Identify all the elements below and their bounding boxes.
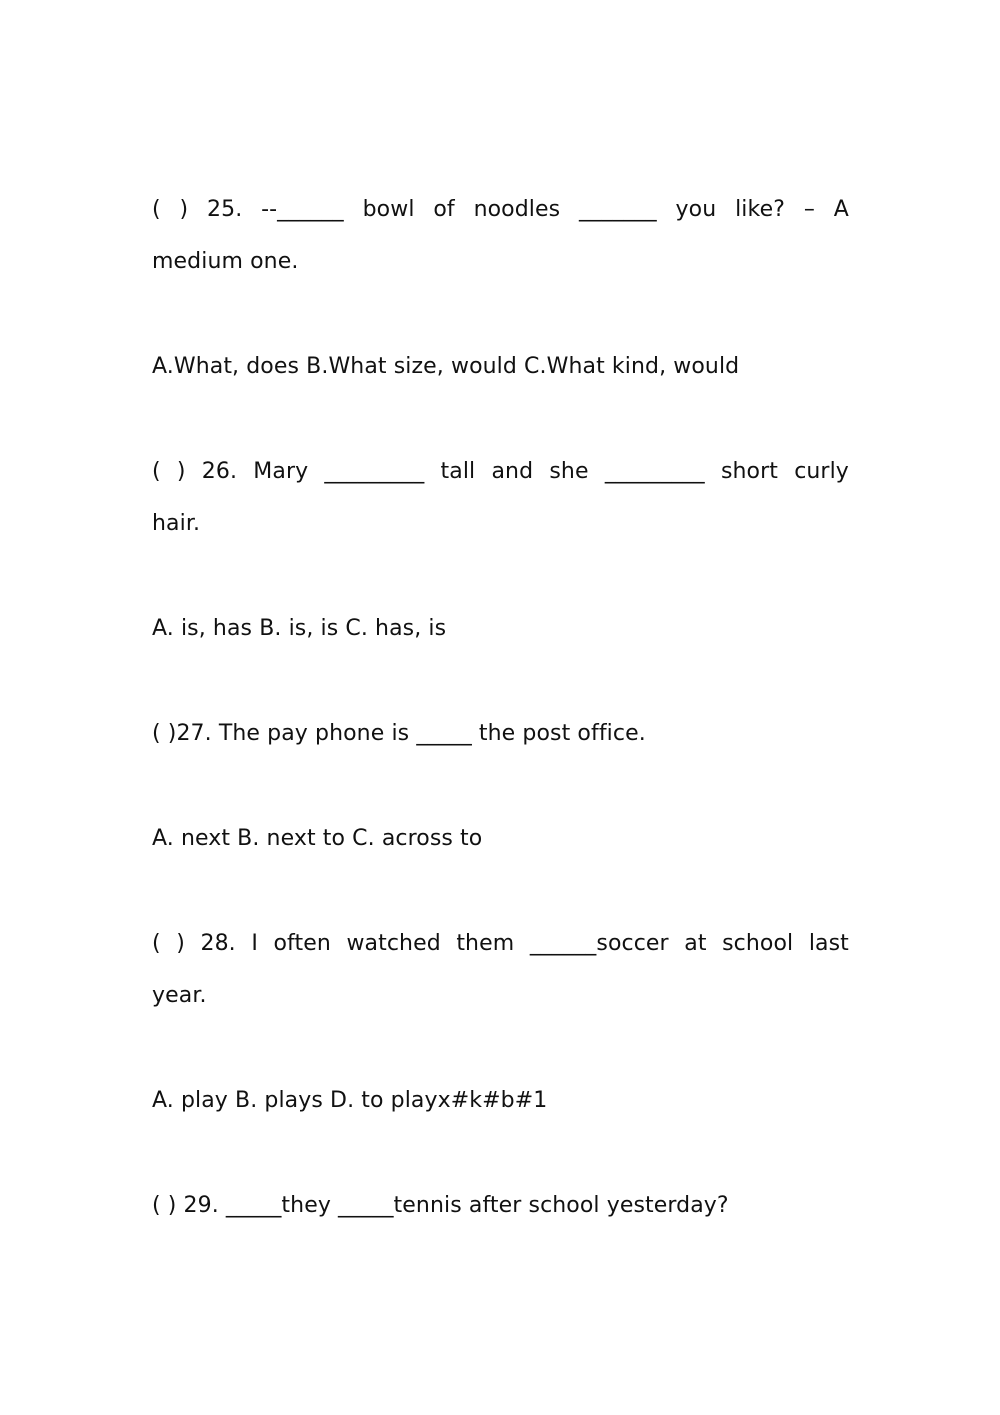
word: she [549,459,589,484]
word: them [456,931,515,956]
question-26-options: A. is, has B. is, is C. has, is [152,616,447,641]
word: ( [152,931,161,956]
word: bowl [362,197,415,222]
word: short [720,459,778,484]
question-27-options: A. next B. next to C. across to [152,826,483,851]
word: watched [346,931,441,956]
word: curly [794,459,849,484]
word: Mary [253,459,309,484]
word: 25. [207,197,243,222]
question-28-stem-line2: year. [152,983,207,1008]
word: _________ [604,459,705,484]
question-28-stem-line1 [152,929,849,959]
word: ) [176,459,186,484]
word: at [684,931,707,956]
word: school [722,931,794,956]
word: ( [152,197,161,222]
word: 28. [200,931,236,956]
word: last [808,931,849,956]
question-27-stem: ( )27. The pay phone is _____ the post office. [152,721,646,746]
word: A [833,197,849,222]
question-29-stem: ( ) 29. _____they _____tennis after school yesterday? [152,1193,729,1218]
word: --______ [261,197,344,222]
word: ______soccer [529,931,669,956]
word: tall [440,459,476,484]
question-25-options: A.What, does B.What size, would C.What kind, would [152,354,740,379]
question-25-stem-line2: medium one. [152,249,299,274]
word: you [675,197,717,222]
question-26-stem-line2: hair. [152,511,201,536]
word: like? [735,197,785,222]
question-26-stem-line1 [152,457,849,487]
word: _______ [579,197,657,222]
word: ) [179,197,189,222]
word: _________ [324,459,425,484]
word: – [803,197,815,222]
word: ( [152,459,161,484]
word: and [491,459,534,484]
word: noodles [473,197,561,222]
word: I [251,931,258,956]
question-25-stem-line1 [152,195,849,225]
question-28-options: A. play B. plays D. to playx#k#b#1 [152,1088,548,1113]
word: often [273,931,331,956]
word: ) [176,931,185,956]
word: 26. [201,459,238,484]
word: of [433,197,455,222]
